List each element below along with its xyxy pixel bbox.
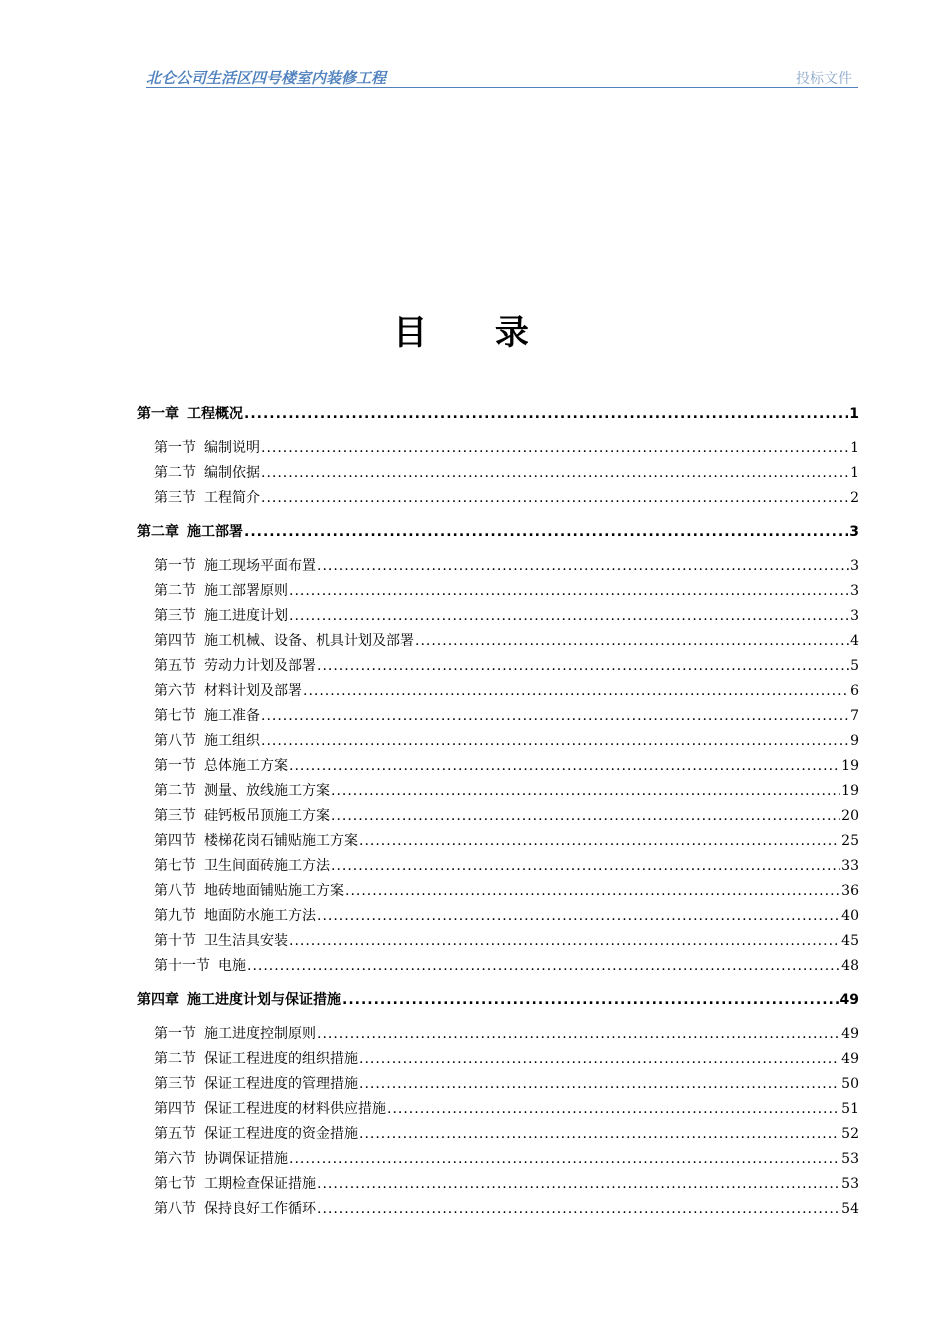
toc-dot-leader — [359, 1076, 840, 1092]
toc-entry-number: 第四节 — [154, 1101, 196, 1117]
toc-entry-number: 第八节 — [154, 733, 196, 749]
toc-entry-title: 工程简介 — [204, 490, 260, 506]
toc-title: 目 录 — [393, 313, 557, 353]
toc-entry-title: 材料计划及部署 — [204, 683, 302, 699]
toc-entry-section[interactable] — [154, 1073, 859, 1093]
toc-dot-leader — [247, 958, 840, 974]
toc-entry-page: 53 — [841, 1176, 859, 1192]
toc-entry-number: 第一节 — [154, 1026, 196, 1042]
toc-entry-title: 保持良好工作循环 — [204, 1201, 316, 1217]
toc-entry-page: 50 — [841, 1076, 859, 1092]
toc-entry-number: 第五节 — [154, 658, 196, 674]
toc-dot-leader — [317, 658, 849, 674]
toc-entry-number: 第三节 — [154, 808, 196, 824]
header-doc-type: 投标文件 — [796, 71, 852, 87]
toc-entry-number: 第一章 — [137, 406, 179, 422]
toc-entry-section[interactable] — [154, 1023, 859, 1043]
toc-entry-section[interactable] — [154, 755, 859, 775]
toc-dot-leader — [317, 1026, 840, 1042]
toc-entry-title: 地面防水施工方法 — [204, 908, 316, 924]
toc-entry-section[interactable] — [154, 855, 859, 875]
toc-entry-section[interactable] — [154, 1098, 859, 1118]
toc-entry-section[interactable] — [154, 830, 859, 850]
toc-entry-title: 施工进度计划 — [204, 608, 288, 624]
toc-entry-number: 第八节 — [154, 1201, 196, 1217]
toc-entry-number: 第七节 — [154, 708, 196, 724]
toc-entry-page: 3 — [850, 608, 859, 624]
toc-entry-number: 第十节 — [154, 933, 196, 949]
toc-entry-page: 1 — [849, 406, 859, 422]
toc-entry-title: 地砖地面铺贴施工方案 — [204, 883, 344, 899]
toc-entry-chapter[interactable] — [137, 403, 859, 423]
toc-entry-section[interactable] — [154, 680, 859, 700]
toc-entry-title: 施工现场平面布置 — [204, 558, 316, 574]
toc-dot-leader — [359, 833, 840, 849]
toc-entry-number: 第五节 — [154, 1126, 196, 1142]
toc-dot-leader — [244, 406, 848, 422]
toc-dot-leader — [331, 783, 840, 799]
toc-entry-number: 第一节 — [154, 558, 196, 574]
toc-entry-title: 测量、放线施工方案 — [204, 783, 330, 799]
toc-entry-number: 第四节 — [154, 633, 196, 649]
toc-entry-page: 49 — [841, 1026, 859, 1042]
toc-dot-leader — [345, 883, 840, 899]
toc-entry-section[interactable] — [154, 880, 859, 900]
toc-entry-section[interactable] — [154, 905, 859, 925]
toc-entry-number: 第六节 — [154, 683, 196, 699]
toc-entry-section[interactable] — [154, 630, 859, 650]
toc-entry-title: 工期检查保证措施 — [204, 1176, 316, 1192]
toc-entry-title: 施工部署原则 — [204, 583, 288, 599]
toc-entry-page: 1 — [850, 440, 859, 456]
toc-entry-title: 施工组织 — [204, 733, 260, 749]
toc-entry-page: 48 — [841, 958, 859, 974]
toc-entry-page: 36 — [841, 883, 859, 899]
toc-entry-section[interactable] — [154, 1198, 859, 1218]
toc-entry-page: 2 — [850, 490, 859, 506]
toc-entry-page: 54 — [841, 1201, 859, 1217]
toc-entry-page: 20 — [841, 808, 859, 824]
toc-entry-title: 卫生间面砖施工方法 — [204, 858, 330, 874]
toc-dot-leader — [303, 683, 849, 699]
toc-entry-number: 第十一节 — [154, 958, 210, 974]
toc-entry-title: 总体施工方案 — [204, 758, 288, 774]
toc-dot-leader — [289, 608, 849, 624]
toc-dot-leader — [359, 1126, 840, 1142]
toc-entry-section[interactable] — [154, 487, 859, 507]
page-header — [146, 67, 858, 88]
toc-entry-number: 第二节 — [154, 465, 196, 481]
toc-dot-leader — [387, 1101, 840, 1117]
toc-entry-number: 第九节 — [154, 908, 196, 924]
toc-entry-title: 劳动力计划及部署 — [204, 658, 316, 674]
toc-entry-page: 40 — [841, 908, 859, 924]
toc-entry-title: 编制依据 — [204, 465, 260, 481]
toc-entry-page: 45 — [841, 933, 859, 949]
toc-entry-number: 第二节 — [154, 583, 196, 599]
toc-dot-leader — [244, 524, 848, 540]
toc-entry-section[interactable] — [154, 1048, 859, 1068]
toc-entry-page: 4 — [850, 633, 859, 649]
toc-entry-title: 保证工程进度的材料供应措施 — [204, 1101, 386, 1117]
toc-dot-leader — [359, 1051, 840, 1067]
toc-entry-number: 第二节 — [154, 1051, 196, 1067]
toc-entry-section[interactable] — [154, 805, 859, 825]
toc-dot-leader — [317, 558, 849, 574]
toc-dot-leader — [331, 808, 840, 824]
toc-entry-page: 25 — [841, 833, 859, 849]
toc-dot-leader — [289, 758, 840, 774]
toc-dot-leader — [342, 992, 839, 1008]
toc-entry-number: 第三节 — [154, 490, 196, 506]
toc-entry-number: 第四章 — [137, 992, 179, 1008]
toc-entry-page: 3 — [850, 583, 859, 599]
toc-entry-title: 施工机械、设备、机具计划及部署 — [204, 633, 414, 649]
toc-entry-title: 楼梯花岗石铺贴施工方案 — [204, 833, 358, 849]
toc-entry-page: 9 — [850, 733, 859, 749]
toc-entry-section[interactable] — [154, 780, 859, 800]
toc-entry-page: 3 — [849, 524, 859, 540]
toc-entry-title: 保证工程进度的管理措施 — [204, 1076, 358, 1092]
toc-entry-section[interactable] — [154, 1123, 859, 1143]
toc-entry-page: 49 — [839, 992, 859, 1008]
toc-entry-section[interactable] — [154, 955, 859, 975]
toc-entry-page: 49 — [841, 1051, 859, 1067]
toc-entry-title: 协调保证措施 — [204, 1151, 288, 1167]
toc-entry-title: 施工准备 — [204, 708, 260, 724]
toc-dot-leader — [261, 490, 849, 506]
toc-entry-title: 硅钙板吊顶施工方案 — [204, 808, 330, 824]
toc-entry-title: 保证工程进度的组织措施 — [204, 1051, 358, 1067]
toc-entry-number: 第八节 — [154, 883, 196, 899]
toc-entry-page: 1 — [850, 465, 859, 481]
toc-entry-section[interactable] — [154, 730, 859, 750]
toc-entry-page: 6 — [850, 683, 859, 699]
toc-dot-leader — [261, 440, 849, 456]
toc-entry-page: 7 — [850, 708, 859, 724]
toc-entry-section[interactable] — [154, 655, 859, 675]
toc-entry-chapter[interactable] — [137, 989, 859, 1009]
toc-dot-leader — [317, 1201, 840, 1217]
toc-dot-leader — [289, 933, 840, 949]
toc-entry-page: 5 — [850, 658, 859, 674]
toc-entry-section[interactable] — [154, 930, 859, 950]
toc-dot-leader — [317, 1176, 840, 1192]
toc-entry-title: 编制说明 — [204, 440, 260, 456]
toc-entry-title: 施工进度计划与保证措施 — [187, 992, 341, 1008]
toc-entry-section[interactable] — [154, 1148, 859, 1168]
toc-dot-leader — [261, 708, 849, 724]
toc-entry-section[interactable] — [154, 1173, 859, 1193]
toc-dot-leader — [331, 858, 840, 874]
toc-entry-number: 第二章 — [137, 524, 179, 540]
toc-entry-section[interactable] — [154, 462, 859, 482]
toc-entry-chapter[interactable] — [137, 521, 859, 541]
toc-entry-title: 电施 — [218, 958, 246, 974]
toc-entry-section[interactable] — [154, 705, 859, 725]
toc-entry-section[interactable] — [154, 437, 859, 457]
toc-entry-title: 工程概况 — [187, 406, 243, 422]
toc-entry-number: 第七节 — [154, 858, 196, 874]
toc-entry-page: 52 — [841, 1126, 859, 1142]
toc-dot-leader — [289, 583, 849, 599]
toc-entry-number: 第三节 — [154, 608, 196, 624]
toc-entry-number: 第四节 — [154, 833, 196, 849]
toc-entry-number: 第一节 — [154, 758, 196, 774]
toc-entry-number: 第七节 — [154, 1176, 196, 1192]
toc-dot-leader — [317, 908, 840, 924]
toc-entry-page: 19 — [841, 783, 859, 799]
toc-entry-page: 33 — [841, 858, 859, 874]
toc-dot-leader — [415, 633, 849, 649]
toc-entry-page: 53 — [841, 1151, 859, 1167]
toc-dot-leader — [261, 733, 849, 749]
toc-entry-section[interactable] — [154, 605, 859, 625]
toc-entry-number: 第六节 — [154, 1151, 196, 1167]
toc-dot-leader — [261, 465, 849, 481]
toc-entry-section[interactable] — [154, 555, 859, 575]
header-project-name: 北仑公司生活区四号楼室内装修工程 — [146, 69, 387, 87]
toc-entry-title: 施工进度控制原则 — [204, 1026, 316, 1042]
toc-entry-page: 19 — [841, 758, 859, 774]
toc-entry-number: 第二节 — [154, 783, 196, 799]
toc-dot-leader — [289, 1151, 840, 1167]
toc-entry-title: 卫生洁具安装 — [204, 933, 288, 949]
toc-entry-title: 施工部署 — [187, 524, 243, 540]
toc-entry-title: 保证工程进度的资金措施 — [204, 1126, 358, 1142]
toc-entry-page: 51 — [841, 1101, 859, 1117]
toc-entry-section[interactable] — [154, 580, 859, 600]
toc-entry-number: 第一节 — [154, 440, 196, 456]
toc-entry-number: 第三节 — [154, 1076, 196, 1092]
toc-entry-page: 3 — [850, 558, 859, 574]
